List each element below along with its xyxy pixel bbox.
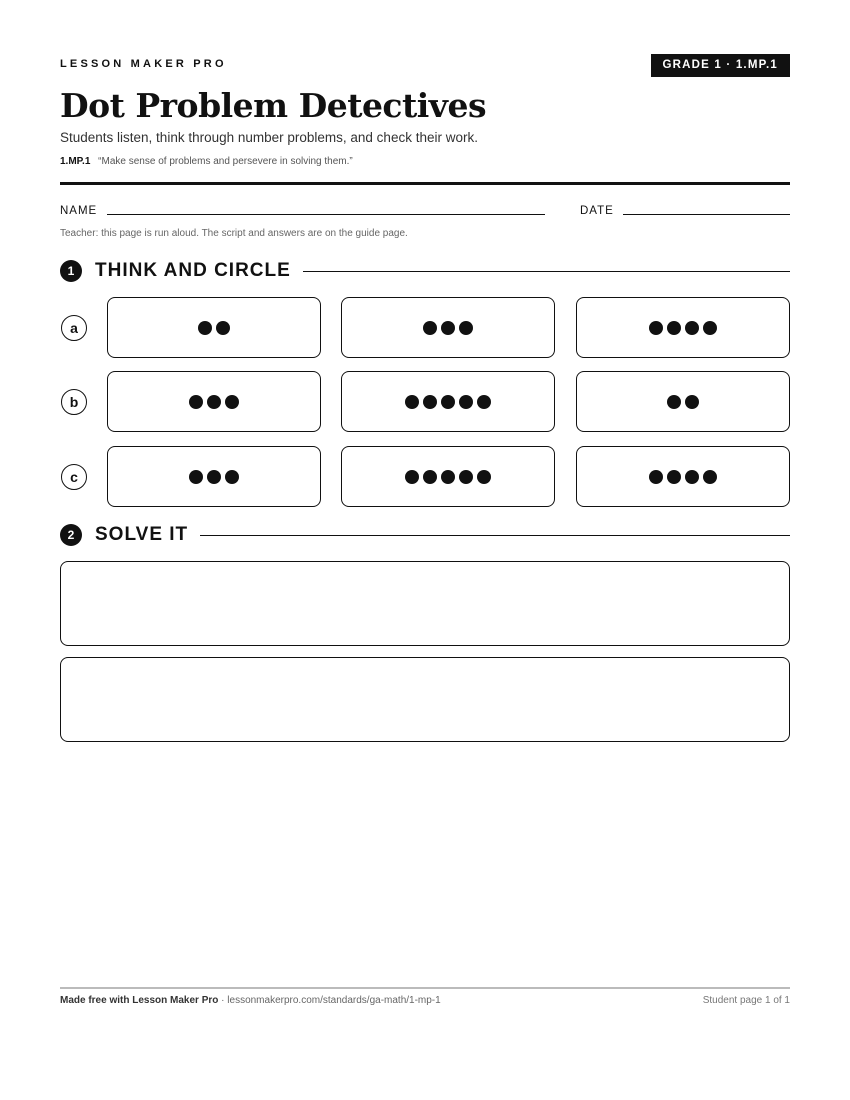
section-think-and-circle [60, 259, 790, 283]
dot [189, 395, 203, 409]
dot [225, 470, 239, 484]
dot-card[interactable] [576, 446, 790, 507]
dot-card[interactable] [576, 371, 790, 432]
footer-url[interactable]: · lessonmakerpro.com/standards/ga-math/1-mp-1 [221, 995, 441, 1006]
dot [405, 395, 419, 409]
standard-line [60, 156, 353, 167]
dot-card[interactable] [107, 297, 321, 358]
section-title: SOLVE IT [95, 524, 200, 546]
section-solve-it [60, 523, 790, 547]
footer-credit [60, 995, 441, 1006]
dot [405, 470, 419, 484]
solve-answer-box[interactable] [60, 657, 790, 742]
dot-card[interactable] [107, 371, 321, 432]
dot [685, 321, 699, 335]
dot [441, 470, 455, 484]
page-title: Dot Problem Detectives [60, 86, 487, 125]
think-row-c [60, 446, 790, 508]
dot [459, 470, 473, 484]
brand-name: LESSON MAKER PRO [60, 58, 227, 70]
dot-card[interactable] [107, 446, 321, 507]
page-subtitle: Students listen, think through number problems, and check their work. [60, 130, 478, 145]
dot [667, 470, 681, 484]
dot [685, 470, 699, 484]
dot [216, 321, 230, 335]
dot [441, 321, 455, 335]
think-row-b [60, 371, 790, 433]
dot [649, 470, 663, 484]
dot [703, 321, 717, 335]
date-label: DATE [580, 205, 614, 217]
dot [198, 321, 212, 335]
footer-made-with: Made free with Lesson Maker Pro [60, 995, 219, 1006]
standard-code: 1.MP.1 [60, 156, 91, 167]
standard-text: “Make sense of problems and persevere in solving them.” [98, 156, 353, 167]
section-title: THINK AND CIRCLE [95, 260, 303, 282]
dot-card[interactable] [341, 297, 555, 358]
dot [441, 395, 455, 409]
dot-card[interactable] [341, 446, 555, 507]
row-letter: b [61, 389, 87, 415]
dot-card[interactable] [341, 371, 555, 432]
header-divider [60, 182, 790, 185]
teacher-note: Teacher: this page is run aloud. The script and answers are on the guide page. [60, 228, 408, 239]
dot [703, 470, 717, 484]
dot [649, 321, 663, 335]
dot [667, 321, 681, 335]
think-row-a [60, 297, 790, 359]
dot [667, 395, 681, 409]
dot [477, 395, 491, 409]
section-number: 2 [60, 524, 82, 546]
worksheet-page [60, 0, 790, 1100]
dot [459, 321, 473, 335]
solve-answer-box[interactable] [60, 561, 790, 646]
dot [225, 395, 239, 409]
footer-page-label: Student page 1 of 1 [702, 995, 790, 1006]
footer-divider [60, 987, 790, 989]
grade-badge: GRADE 1 · 1.MP.1 [651, 54, 791, 77]
dot [207, 470, 221, 484]
dot [459, 395, 473, 409]
dot [189, 470, 203, 484]
dot [423, 470, 437, 484]
dot [477, 470, 491, 484]
dot [207, 395, 221, 409]
dot [423, 395, 437, 409]
name-label: NAME [60, 205, 98, 217]
row-letter: a [61, 315, 87, 341]
dot-card[interactable] [576, 297, 790, 358]
section-number: 1 [60, 260, 82, 282]
dot [685, 395, 699, 409]
date-field[interactable] [623, 214, 790, 215]
dot [423, 321, 437, 335]
row-letter: c [61, 464, 87, 490]
name-field[interactable] [107, 214, 545, 215]
